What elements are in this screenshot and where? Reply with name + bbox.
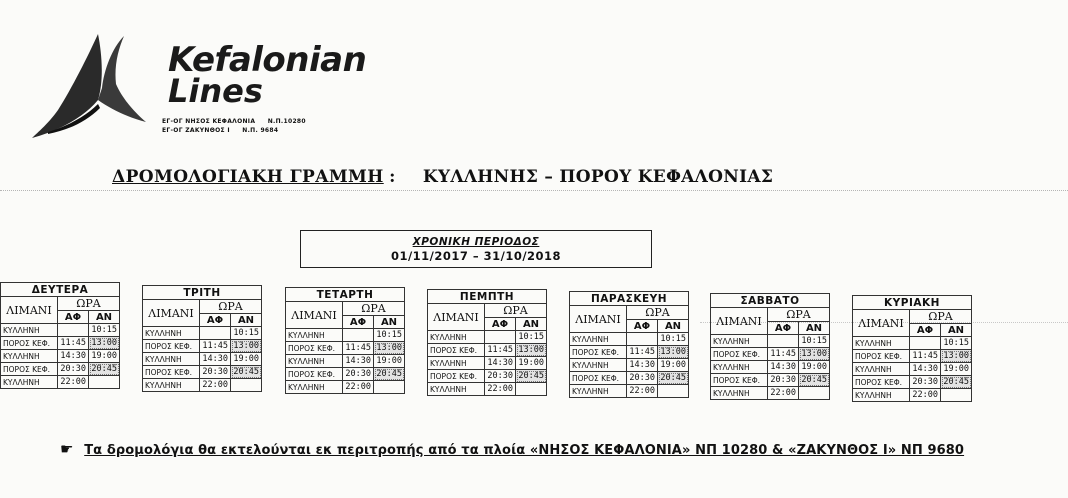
schedule-row — [711, 348, 830, 361]
registry-number: Ν.Π.10280 — [267, 118, 306, 125]
departure-cell: 14:30 — [200, 353, 231, 366]
note-text: Τα δρομολόγια θα εκτελούνται εκ περιτροπής από τα πλοία «ΝΗΣΟΣ ΚΕΦΑΛΟΝΙΑ» ΝΠ 10280 & «ΖΑΚΥΝΘΟΣ Ι» ΝΠ 9680 — [84, 443, 965, 458]
schedule-row — [853, 376, 972, 389]
arrival-cell: 20:45 — [374, 368, 405, 381]
time-header: ΩΡΑ — [343, 302, 405, 316]
arrival-cell: 10:15 — [516, 331, 547, 344]
departure-header: ΑΦ — [58, 311, 89, 324]
arrival-header: ΑΝ — [516, 318, 547, 331]
port-cell: ΚΥΛΛΗΝΗ — [143, 379, 200, 392]
arrival-cell: 20:45 — [799, 374, 830, 387]
time-header: ΩΡΑ — [768, 308, 830, 322]
departure-cell: 22:00 — [910, 389, 941, 402]
arrival-cell: 20:45 — [516, 370, 547, 383]
departure-cell: 11:45 — [768, 348, 799, 361]
schedule-row — [1, 376, 120, 389]
schedule-row — [428, 370, 547, 383]
arrival-cell: 19:00 — [799, 361, 830, 374]
port-cell: ΚΥΛΛΗΝΗ — [570, 333, 627, 346]
route-colon: : — [389, 167, 396, 187]
departure-cell: 14:30 — [910, 363, 941, 376]
time-header: ΩΡΑ — [200, 300, 262, 314]
departure-cell — [58, 324, 89, 337]
arrival-cell: 10:15 — [89, 324, 120, 337]
registry-vessel: ΕΓ-ΟΓ ΝΗΣΟΣ ΚΕΦΑΛΟΝΙΑ — [162, 118, 256, 125]
arrival-cell: 19:00 — [374, 355, 405, 368]
rotation-note — [60, 440, 964, 458]
departure-cell: 14:30 — [343, 355, 374, 368]
period-box — [300, 230, 652, 268]
schedule-row — [570, 372, 689, 385]
departure-cell: 11:45 — [200, 340, 231, 353]
registry-number: Ν.Π. 9684 — [242, 127, 279, 134]
port-cell: ΠΟΡΟΣ ΚΕΦ. — [711, 348, 768, 361]
schedule-row — [143, 353, 262, 366]
schedule-row — [570, 346, 689, 359]
schedule-row — [143, 327, 262, 340]
day-name: ΠΑΡΑΣΚΕΥΗ — [570, 292, 689, 306]
arrival-header: ΑΝ — [374, 316, 405, 329]
departure-cell: 22:00 — [200, 379, 231, 392]
port-cell: ΠΟΡΟΣ ΚΕΦ. — [711, 374, 768, 387]
day-table — [142, 285, 262, 392]
arrival-cell: 19:00 — [658, 359, 689, 372]
departure-cell — [768, 335, 799, 348]
arrival-cell: 13:00 — [89, 337, 120, 350]
departure-cell — [485, 331, 516, 344]
day-name: ΠΕΜΠΤΗ — [428, 290, 547, 304]
schedule-row — [286, 381, 405, 394]
registry-vessel: ΕΓ-ΟΓ ΖΑΚΥΝΘΟΣ Ι — [162, 127, 230, 134]
schedule-row — [853, 350, 972, 363]
departure-cell — [343, 329, 374, 342]
departure-cell: 14:30 — [627, 359, 658, 372]
departure-header: ΑΦ — [343, 316, 374, 329]
port-header: ΛΙΜΑΝΙ — [711, 308, 768, 335]
port-cell: ΚΥΛΛΗΝΗ — [143, 353, 200, 366]
time-header: ΩΡΑ — [58, 297, 120, 311]
schedule-row — [428, 344, 547, 357]
port-cell: ΚΥΛΛΗΝΗ — [1, 376, 58, 389]
period-title: ΧΡΟΝΙΚΗ ΠΕΡΙΟΔΟΣ — [412, 236, 540, 248]
arrival-cell: 13:00 — [941, 350, 972, 363]
arrival-cell: 13:00 — [231, 340, 262, 353]
port-cell: ΚΥΛΛΗΝΗ — [1, 350, 58, 363]
arrival-header: ΑΝ — [231, 314, 262, 327]
arrival-header: ΑΝ — [941, 324, 972, 337]
departure-cell: 22:00 — [485, 383, 516, 396]
departure-cell: 14:30 — [768, 361, 799, 374]
day-name: ΣΑΒΒΑΤΟ — [711, 294, 830, 308]
port-cell: ΠΟΡΟΣ ΚΕΦ. — [1, 337, 58, 350]
arrival-cell — [941, 389, 972, 402]
port-cell: ΠΟΡΟΣ ΚΕΦ. — [570, 346, 627, 359]
schedule-row — [853, 389, 972, 402]
arrival-header: ΑΝ — [658, 320, 689, 333]
departure-cell — [200, 327, 231, 340]
arrival-cell: 20:45 — [231, 366, 262, 379]
port-header: ΛΙΜΑΝΙ — [143, 300, 200, 327]
schedule-row — [853, 363, 972, 376]
day-name: ΤΕΤΑΡΤΗ — [286, 288, 405, 302]
departure-header: ΑΦ — [910, 324, 941, 337]
arrival-cell — [658, 385, 689, 398]
arrival-cell: 13:00 — [374, 342, 405, 355]
schedule-row — [143, 366, 262, 379]
departure-cell: 14:30 — [485, 357, 516, 370]
schedule-row — [711, 335, 830, 348]
schedule-row — [1, 350, 120, 363]
departure-cell: 22:00 — [627, 385, 658, 398]
brand-name-line1: Kefalonian — [168, 40, 367, 80]
departure-header: ΑΦ — [627, 320, 658, 333]
schedule-row — [570, 385, 689, 398]
day-table — [852, 295, 972, 402]
sail-logo-icon — [28, 26, 158, 141]
departure-cell: 11:45 — [343, 342, 374, 355]
time-header: ΩΡΑ — [627, 306, 689, 320]
registry-line — [162, 118, 306, 125]
departure-cell: 22:00 — [58, 376, 89, 389]
departure-cell: 20:30 — [343, 368, 374, 381]
schedule-row — [286, 355, 405, 368]
arrival-header: ΑΝ — [799, 322, 830, 335]
day-name: ΤΡΙΤΗ — [143, 286, 262, 300]
port-cell: ΚΥΛΛΗΝΗ — [711, 335, 768, 348]
schedule-row — [143, 340, 262, 353]
port-header: ΛΙΜΑΝΙ — [570, 306, 627, 333]
departure-cell: 22:00 — [343, 381, 374, 394]
day-table — [569, 291, 689, 398]
route-label: ΔΡΟΜΟΛΟΓΙΑΚΗ ΓΡΑΜΜΗ — [112, 167, 384, 187]
schedule-row — [286, 368, 405, 381]
day-table — [710, 293, 830, 400]
arrival-cell — [374, 381, 405, 394]
arrival-cell: 10:15 — [799, 335, 830, 348]
brand-name-line2: Lines — [168, 72, 263, 110]
port-cell: ΚΥΛΛΗΝΗ — [428, 383, 485, 396]
schedule-row — [428, 331, 547, 344]
port-cell: ΠΟΡΟΣ ΚΕΦ. — [428, 370, 485, 383]
schedule-row — [853, 337, 972, 350]
arrival-cell: 13:00 — [658, 346, 689, 359]
arrival-cell — [89, 376, 120, 389]
port-cell: ΚΥΛΛΗΝΗ — [853, 363, 910, 376]
port-cell: ΚΥΛΛΗΝΗ — [853, 337, 910, 350]
port-cell: ΠΟΡΟΣ ΚΕΦ. — [428, 344, 485, 357]
departure-header: ΑΦ — [768, 322, 799, 335]
departure-cell: 14:30 — [58, 350, 89, 363]
schedule-row — [286, 329, 405, 342]
arrival-cell — [231, 379, 262, 392]
port-cell: ΠΟΡΟΣ ΚΕΦ. — [853, 376, 910, 389]
arrival-cell — [799, 387, 830, 400]
port-cell: ΚΥΛΛΗΝΗ — [570, 359, 627, 372]
route-heading — [112, 167, 773, 187]
port-cell: ΚΥΛΛΗΝΗ — [286, 355, 343, 368]
arrival-cell: 20:45 — [658, 372, 689, 385]
schedule-row — [570, 359, 689, 372]
departure-cell: 11:45 — [627, 346, 658, 359]
time-header: ΩΡΑ — [910, 310, 972, 324]
departure-cell: 11:45 — [485, 344, 516, 357]
day-table — [427, 289, 547, 396]
period-dates: 01/11/2017 – 31/10/2018 — [390, 249, 562, 263]
departure-cell: 20:30 — [768, 374, 799, 387]
port-cell: ΠΟΡΟΣ ΚΕΦ. — [286, 368, 343, 381]
arrival-cell: 20:45 — [89, 363, 120, 376]
port-cell: ΚΥΛΛΗΝΗ — [428, 357, 485, 370]
port-cell: ΚΥΛΛΗΝΗ — [286, 381, 343, 394]
schedule-row — [711, 387, 830, 400]
route-value: ΚΥΛΛΗΝΗΣ – ΠΟΡΟΥ ΚΕΦΑΛΟΝΙΑΣ — [422, 167, 774, 187]
departure-cell — [910, 337, 941, 350]
port-cell: ΚΥΛΛΗΝΗ — [853, 389, 910, 402]
port-cell: ΚΥΛΛΗΝΗ — [711, 387, 768, 400]
pointing-hand-icon: ☛ — [60, 440, 74, 458]
port-cell: ΠΟΡΟΣ ΚΕΦ. — [143, 340, 200, 353]
day-table — [0, 282, 120, 389]
arrival-cell: 20:45 — [941, 376, 972, 389]
registry-line — [162, 127, 278, 134]
port-cell: ΠΟΡΟΣ ΚΕΦ. — [143, 366, 200, 379]
arrival-cell — [516, 383, 547, 396]
port-cell: ΠΟΡΟΣ ΚΕΦ. — [853, 350, 910, 363]
day-name: ΔΕΥΤΕΡΑ — [1, 283, 120, 297]
port-header: ΛΙΜΑΝΙ — [428, 304, 485, 331]
arrival-cell: 13:00 — [516, 344, 547, 357]
arrival-cell: 19:00 — [89, 350, 120, 363]
day-name: ΚΥΡΙΑΚΗ — [853, 296, 972, 310]
arrival-cell: 10:15 — [941, 337, 972, 350]
departure-cell: 11:45 — [58, 337, 89, 350]
arrival-cell: 10:15 — [231, 327, 262, 340]
port-cell: ΚΥΛΛΗΝΗ — [711, 361, 768, 374]
day-table — [285, 287, 405, 394]
departure-cell: 20:30 — [910, 376, 941, 389]
departure-cell: 20:30 — [485, 370, 516, 383]
arrival-cell: 10:15 — [374, 329, 405, 342]
schedule-row — [428, 383, 547, 396]
port-cell: ΚΥΛΛΗΝΗ — [428, 331, 485, 344]
arrival-cell: 19:00 — [231, 353, 262, 366]
port-cell: ΠΟΡΟΣ ΚΕΦ. — [1, 363, 58, 376]
departure-cell: 11:45 — [910, 350, 941, 363]
company-logo — [28, 26, 367, 146]
port-header: ΛΙΜΑΝΙ — [853, 310, 910, 337]
divider — [0, 190, 1068, 191]
departure-cell: 20:30 — [200, 366, 231, 379]
arrival-cell: 10:15 — [658, 333, 689, 346]
port-cell: ΚΥΛΛΗΝΗ — [1, 324, 58, 337]
departure-cell — [627, 333, 658, 346]
time-header: ΩΡΑ — [485, 304, 547, 318]
arrival-cell: 19:00 — [516, 357, 547, 370]
arrival-header: ΑΝ — [89, 311, 120, 324]
schedule-row — [570, 333, 689, 346]
departure-cell: 20:30 — [627, 372, 658, 385]
schedule-row — [1, 337, 120, 350]
schedule-row — [428, 357, 547, 370]
schedule-row — [711, 361, 830, 374]
port-header: ΛΙΜΑΝΙ — [286, 302, 343, 329]
departure-header: ΑΦ — [485, 318, 516, 331]
schedule-row — [711, 374, 830, 387]
arrival-cell: 19:00 — [941, 363, 972, 376]
port-cell: ΚΥΛΛΗΝΗ — [570, 385, 627, 398]
schedule-row — [143, 379, 262, 392]
port-cell: ΠΟΡΟΣ ΚΕΦ. — [570, 372, 627, 385]
port-cell: ΚΥΛΛΗΝΗ — [286, 329, 343, 342]
schedule-row — [1, 363, 120, 376]
port-cell: ΚΥΛΛΗΝΗ — [143, 327, 200, 340]
departure-cell: 22:00 — [768, 387, 799, 400]
departure-header: ΑΦ — [200, 314, 231, 327]
schedule-row — [1, 324, 120, 337]
schedule-row — [286, 342, 405, 355]
port-cell: ΠΟΡΟΣ ΚΕΦ. — [286, 342, 343, 355]
port-header: ΛΙΜΑΝΙ — [1, 297, 58, 324]
departure-cell: 20:30 — [58, 363, 89, 376]
arrival-cell: 13:00 — [799, 348, 830, 361]
